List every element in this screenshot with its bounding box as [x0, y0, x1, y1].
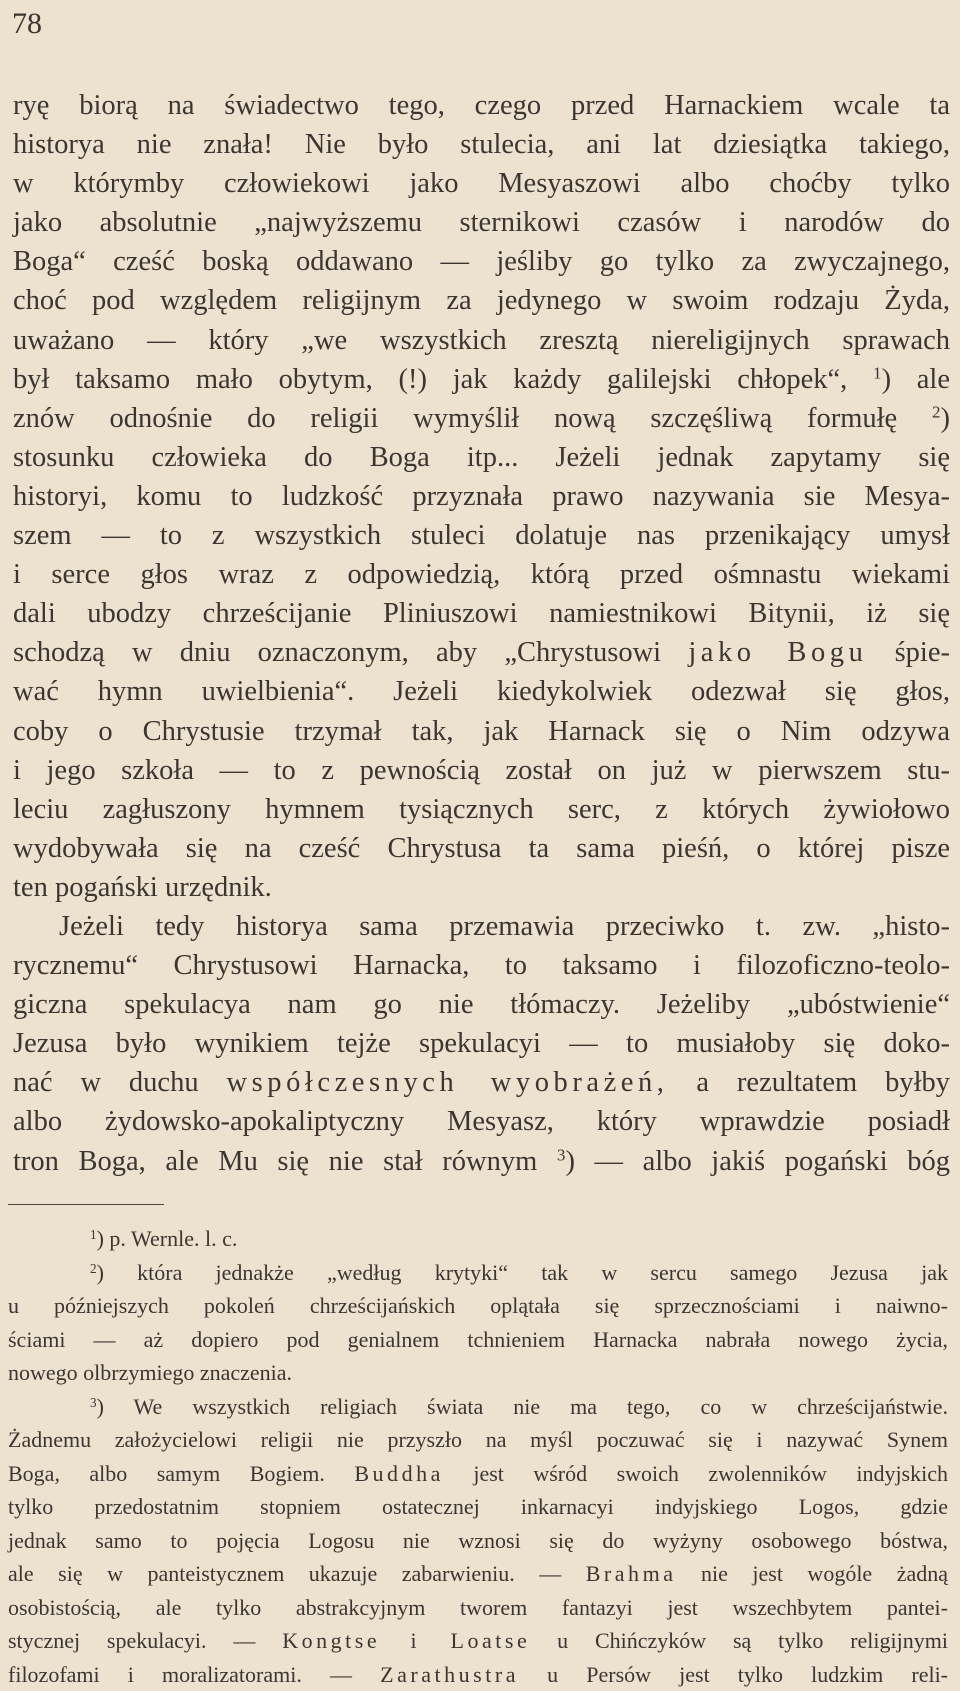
text-line [13, 1063, 950, 1102]
text-line: choć pod względem religijnym za jedynego w swoim rodzaju Żyda, [13, 281, 950, 320]
text-line: rycznemu“ Chrystusowi Harnacka, to taksamo i filozoficzno-teolo- [13, 946, 950, 985]
text-line: i jego szkoła — to z pewnością został on już w pierwszem stu- [13, 751, 950, 790]
footnote-line [8, 1624, 948, 1658]
text-line: historya nie znała! Nie było stulecia, ani lat dziesiątka takiego, [13, 125, 950, 164]
footnote-line [8, 1457, 948, 1491]
text-line: leciu zagłuszony hymnem tysiącznych serc, z których żywiołowo [13, 790, 950, 829]
text-fragment: nie jest wogóle żadną [677, 1561, 949, 1586]
text-line [13, 360, 950, 399]
footnote-line: nowego olbrzymiego znaczenia. [8, 1356, 948, 1390]
main-text [13, 86, 950, 1181]
text-line: szem — to z wszystkich stuleci dolatuje nas przenikający umysł [13, 516, 950, 555]
text-line: albo żydowsko-apokaliptyczny Mesyasz, który wprawdzie posiadł [13, 1102, 950, 1141]
footnote-text: ) We wszystkich religiach świata nie ma tego, co w chrześcijaństwie. [97, 1394, 948, 1419]
emphasized-text: Zarathustra [380, 1662, 519, 1687]
text-fragment: był taksamo mało obytym, (!) jak każdy galilejski chłopek“, [13, 364, 847, 395]
footnote-line: jednak samo to pojęcia Logosu nie wznosi się do wyżyny osobowego bóstwa, [8, 1524, 948, 1558]
text-line: i serce głos wraz z odpowiedzią, którą przed ośmnastu wiekami [13, 555, 950, 594]
text-line [13, 1142, 950, 1181]
text-line: ten pogański urzędnik. [13, 868, 950, 907]
text-line: stosunku człowieka do Boga itp... Jeżeli jednak zapytamy się [13, 438, 950, 477]
emphasized-text: współczesnych wyobrażeń, [226, 1067, 668, 1098]
text-line [13, 399, 950, 438]
text-line: wydobywała się na cześć Chrystusa ta sama pieśń, o której pisze [13, 829, 950, 868]
text-line: wać hymn uwielbienia“. Jeżeli kiedykolwiek odezwał się głos, [13, 672, 950, 711]
text-fragment: tron Boga, ale Mu się nie stał równym [13, 1146, 537, 1177]
footnote-ref[interactable]: 3 [557, 1145, 566, 1164]
text-line: Jezusa było wynikiem tejże spekulacyi — to musiałoby się doko- [13, 1024, 950, 1063]
text-fragment: Boga, albo samym Bogiem. [8, 1461, 325, 1486]
footnote-3 [8, 1390, 948, 1424]
text-fragment: stycznej spekulacyi. — [8, 1628, 255, 1653]
text-fragment: a rezultatem byłby [669, 1067, 951, 1098]
footnote-ref[interactable]: 1 [873, 363, 882, 382]
text-line [13, 633, 950, 672]
text-line: giczna spekulacya nam go nie tłómaczy. Jeżeliby „ubóstwienie“ [13, 985, 950, 1024]
text-fragment: ale się w panteistycznem ukazuje zabarwieniu. — [8, 1561, 561, 1586]
text-line: uważano — który „we wszystkich zresztą niereligijnych sprawach [13, 321, 950, 360]
footnote-marker: 3 [90, 1394, 97, 1409]
footnote-text: ) p. Wernle. l. c. [97, 1226, 238, 1251]
text-fragment: schodzą w dniu oznaczonym, aby „Chrystusowi [13, 637, 661, 668]
text-fragment: jest wśród swoich zwolenników indyjskich [444, 1461, 948, 1486]
text-fragment: filozofami i moralizatorami. — [8, 1662, 352, 1687]
footnote-ref[interactable]: 2 [932, 402, 941, 421]
text-line: coby o Chrystusie trzymał tak, jak Harnack się o Nim odzywa [13, 712, 950, 751]
text-fragment: u Persów jest tylko ludzkim reli- [519, 1662, 948, 1687]
text-line: dali ubodzy chrześcijanie Pliniuszowi namiestnikowi Bitynii, iż się [13, 594, 950, 633]
text-fragment: nać w duchu [13, 1067, 199, 1098]
footnote-line [8, 1557, 948, 1591]
text-fragment: ) — albo jakiś pogański bóg [565, 1146, 950, 1177]
text-line: ryę biorą na świadectwo tego, czego przed Harnackiem wcale ta [13, 86, 950, 125]
text-line: Boga“ cześć boską oddawano — jeśliby go tylko za zwyczajnego, [13, 242, 950, 281]
emphasized-text: Brahma [586, 1561, 677, 1586]
footnote-text: ) która jednakże „według krytyki“ tak w sercu samego Jezusa jak [97, 1260, 948, 1285]
footnote-marker: 1 [90, 1227, 97, 1242]
text-fragment: u Chińczyków są tylko religijnymi [530, 1628, 948, 1653]
text-line: Jeżeli tedy historya sama przemawia przeciwko t. zw. „histo- [13, 907, 950, 946]
footnote-line: u późniejszych pokoleń chrześcijańskich oplątała się sprzecznościami i naiwno- [8, 1289, 948, 1323]
text-line: historyi, komu to ludzkość przyznała prawo nazywania sie Mesya- [13, 477, 950, 516]
footnote-line: Żadnemu założycielowi religii nie przyszło na myśl poczuwać się i nazywać Synem [8, 1423, 948, 1457]
text-line: w którymby człowiekowi jako Mesyaszowi albo choćby tylko [13, 164, 950, 203]
text-fragment: ) ale [882, 364, 950, 395]
footnotes [8, 1222, 948, 1691]
text-line: jako absolutnie „najwyższemu sternikowi czasów i narodów do [13, 203, 950, 242]
emphasized-text: jako Bogu [688, 637, 867, 668]
text-fragment: ) [941, 403, 951, 434]
text-fragment: śpie- [867, 637, 950, 668]
footnote-separator [8, 1204, 164, 1205]
footnote-marker: 2 [90, 1260, 97, 1275]
footnote-line: tylko przedostatnim stopniem ostatecznej inkarnacyi indyjskiego Logos, gdzie [8, 1490, 948, 1524]
footnote-2 [8, 1256, 948, 1290]
footnote-line: ściami — aż dopiero pod genialnem tchnieniem Harnacka nabrała nowego życia, [8, 1323, 948, 1357]
footnote-1 [8, 1222, 948, 1256]
emphasized-text: Buddha [354, 1461, 444, 1486]
footnote-line: osobistością, ale tylko abstrakcyjnym tworem fantazyi jest wszechbytem pantei- [8, 1591, 948, 1625]
text-fragment: znów odnośnie do religii wymyślił nową szczęśliwą formułę [13, 403, 897, 434]
page-number: 78 [12, 6, 42, 42]
emphasized-text: Kongtse i Loatse [282, 1628, 530, 1653]
footnote-line [8, 1658, 948, 1691]
